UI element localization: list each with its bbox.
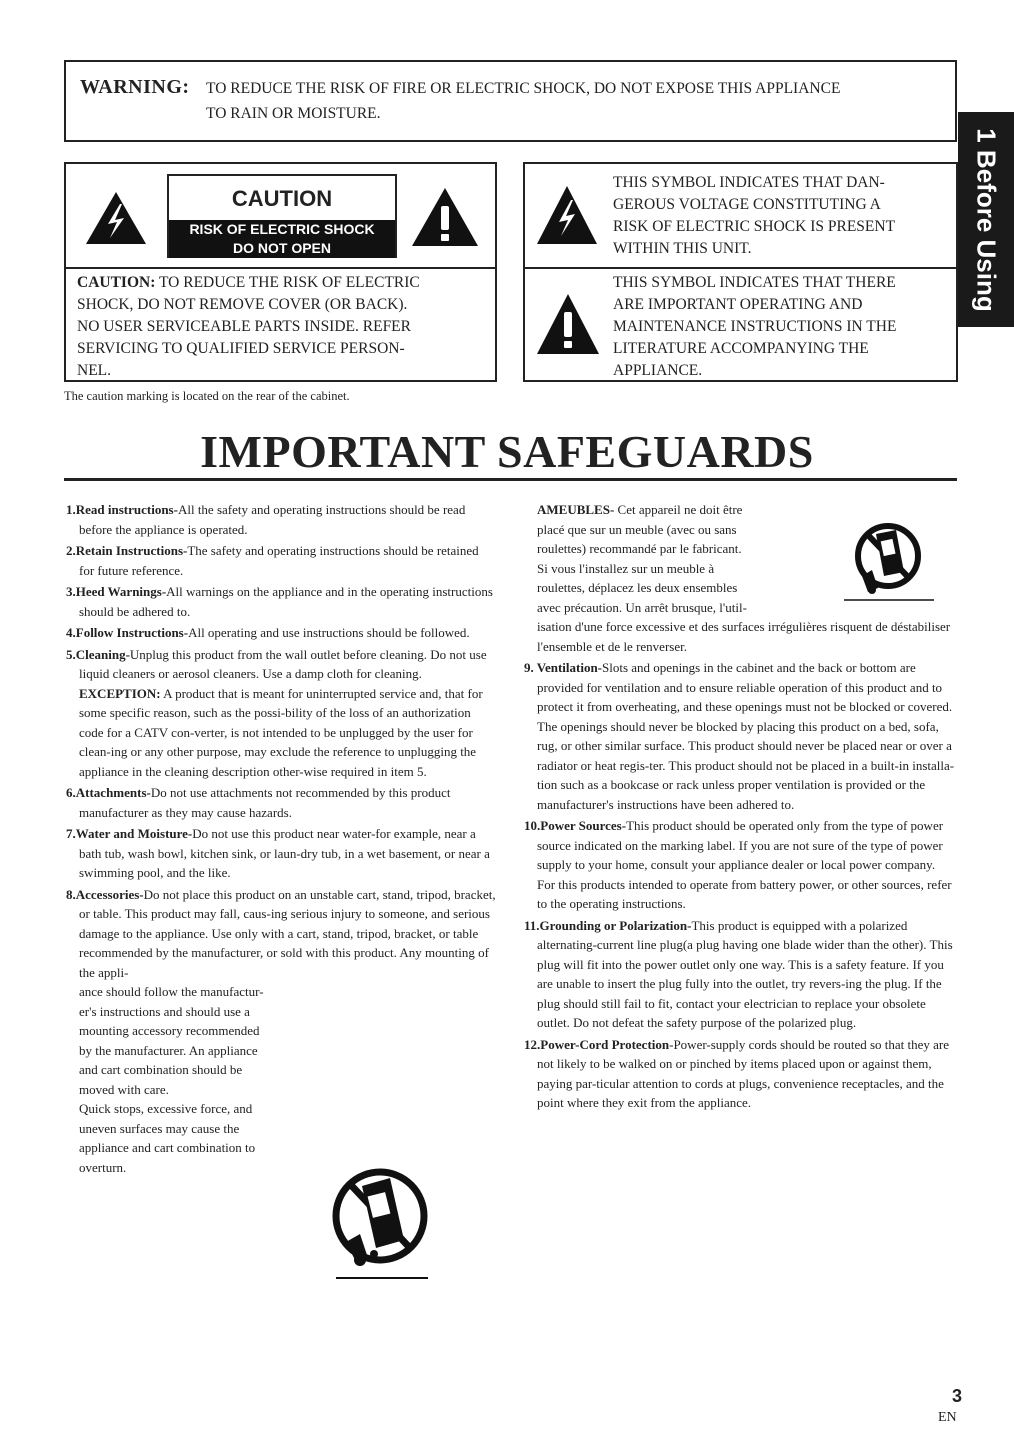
caution-text-line: SHOCK, DO NOT REMOVE COVER (OR BACK).	[77, 296, 408, 313]
item-text: Slots and openings in the cabinet and the back or bottom are provided for ventilation and to ensure reliable operation of this product and to protect it from overheating, and these openings must not be blocked or covered. The openings should never be blocked by placing this product on a bed, sofa, rug, or other similar surface. This product should never be placed near or over a radiator or heat regis-ter. This product should not be placed in a built-in installa-tion such as a bookcase or rack unless proper ventilation is provided or the manufacturer's instructions have been adhered to.	[537, 660, 955, 812]
item-label: 4.Follow Instructions-	[66, 625, 189, 640]
warning-text-line2: TO RAIN OR MOISTURE.	[206, 105, 381, 122]
list-item	[66, 885, 496, 983]
item-text-narrow	[66, 982, 496, 1177]
item-label: 11.Grounding or Polarization-	[524, 917, 692, 933]
caution-box	[64, 162, 497, 382]
exclamation-warning-icon	[410, 186, 480, 248]
text-line: Quick stops, excessive force, and	[79, 1101, 253, 1116]
item-label: 7.Water and Moisture-	[66, 826, 193, 841]
exception-text: A product that is meant for uninterrupted service and, that for some specific reason, such as the possi-bility of the loss of an authorization code for a CATV con-verter, is not intended to be unplugged by the user for clean-ing or any other purpose, may exclude the reference to unplugging the appliance in the cleaning description other-wise required in item 5.	[79, 685, 483, 779]
page-language: EN	[938, 1410, 957, 1425]
item-text: Unplug this product from the wall outlet before cleaning. Do not use liquid cleaners or aerosol cleaners. Use a damp cloth for cleaning.	[79, 646, 487, 681]
item-label: 5.Cleaning-	[66, 646, 130, 662]
list-item	[66, 623, 496, 643]
text-line: and cart combination should be	[79, 1062, 243, 1077]
list-item	[524, 1035, 956, 1113]
item-label: 8.Accessories-	[66, 886, 144, 902]
title-divider	[64, 478, 957, 481]
section-tab-label: 1 Before Using	[971, 127, 1002, 312]
risk-line1: RISK OF ELECTRIC SHOCK	[189, 221, 375, 237]
item-text: All the safety and operating instructions should be read before the appliance is operated.	[79, 502, 466, 537]
caution-divider	[66, 267, 495, 269]
text-line: Cet appareil ne doit être	[614, 502, 743, 517]
item-label: 9. Ventilation-	[524, 660, 603, 675]
caution-text-line: NEL.	[77, 362, 112, 379]
text-line: avec précaution. Un arrêt brusque, l'util-	[537, 599, 747, 615]
list-item	[66, 500, 496, 539]
text-line: Si vous l'installez sur un meuble à	[537, 560, 715, 576]
french-label: AMEUBLES-	[537, 502, 615, 517]
text-line: roulettes, déplacez les deux ensembles	[537, 580, 738, 595]
item-text: All warnings on the appliance and in the operating instructions should be adhered to.	[79, 584, 493, 619]
warning-label: WARNING:	[80, 76, 190, 98]
symbol-legend-box	[523, 162, 958, 382]
page-number: 3	[952, 1386, 963, 1406]
caution-label	[167, 174, 397, 258]
exclamation-symbol-text	[613, 272, 953, 382]
risk-banner	[169, 220, 395, 258]
list-item	[66, 783, 496, 822]
list-item	[66, 824, 496, 883]
text-line: uneven surfaces may cause the	[79, 1120, 240, 1136]
caution-text-line: TO REDUCE THE RISK OF ELECTRIC	[155, 274, 420, 291]
exception-label: EXCEPTION:	[79, 685, 161, 701]
item-label: 10.Power Sources-	[524, 818, 627, 833]
symbol-text-line: THIS SYMBOL INDICATES THAT THERE	[613, 274, 896, 291]
left-column	[66, 500, 496, 1177]
item-text: -Power-supply cords should be routed so that they are not likely to be walked on or pinched by items placed upon or against them, paying par-ticular attention to cords at plugs, convenience receptacles, and the point where they exit from the appliance.	[537, 1036, 950, 1110]
text-line: roulettes) recommandé par le fabricant.	[537, 541, 742, 556]
symbol-text-line: RISK OF ELECTRIC SHOCK IS PRESENT	[613, 218, 896, 235]
warning-text-line1: TO REDUCE THE RISK OF FIRE OR ELECTRIC SHOCK, DO NOT EXPOSE THIS APPLIANCE	[206, 80, 841, 97]
item-text: Do not use attachments not recommended by this product manufacturer as they may cause hazards.	[79, 785, 451, 820]
text-line: placé que sur un meuble (avec ou sans	[537, 521, 737, 537]
text-line: er's instructions and should use a	[79, 1003, 250, 1019]
caution-text-line: SERVICING TO QUALIFIED SERVICE PERSON-	[77, 340, 405, 357]
symbol-text-line: LITERATURE ACCOMPANYING THE	[613, 340, 869, 357]
item-text: Do not use this product near water-for example, near a bath tub, wash bowl, kitchen sink, or laun-dry tub, in a wet basement, or near a swimming pool, and the like.	[79, 826, 490, 880]
text-line: appliance and cart combination to	[79, 1140, 256, 1155]
list-item	[524, 916, 956, 1033]
caution-text-line: NO USER SERVICEABLE PARTS INSIDE. REFER	[77, 318, 411, 335]
symbol-text-line: THIS SYMBOL INDICATES THAT DAN-	[613, 174, 885, 191]
item-label: 6.Attachments-	[66, 785, 151, 800]
page-title: IMPORTANT SAFEGUARDS	[200, 426, 814, 477]
list-item	[66, 582, 496, 621]
cart-tipover-warning-icon	[332, 1150, 432, 1310]
section-tab	[958, 112, 1014, 327]
symbol-text-line: WITHIN THIS UNIT.	[613, 240, 752, 257]
item-label: 3.Heed Warnings-	[66, 584, 167, 599]
risk-line2: DO NOT OPEN	[232, 240, 331, 256]
symbol-divider	[525, 267, 956, 269]
warning-box	[64, 60, 957, 142]
lightning-warning-icon	[535, 184, 599, 246]
item-text: This product is equipped with a polarized alternating-current line plug(a plug having one blade wider than the other). This plug will fit into the power outlet only one way. This is a safety feature. If you are unable to insert the plug fully into the outlet, try revers-ing the plug. If the plug should still fail to fit, contact your electrician to replace your obsolete outlet. Do not defeat the safety purpose of the polarized plug.	[537, 917, 953, 1030]
lightning-warning-icon	[84, 190, 148, 246]
symbol-text-line: ARE IMPORTANT OPERATING AND	[613, 296, 863, 313]
item-text: Do not place this product on an unstable cart, stand, tripod, bracket, or table. This product may fall, caus-ing serious injury to someone, and serious damage to the appliance. Use only with a cart, stand, tripod, bracket, or table recommended by the manufacturer, or sold with this product. Any mounting of the appli-	[79, 886, 496, 980]
caution-text-label: CAUTION:	[77, 274, 156, 291]
lightning-symbol-text	[613, 172, 953, 260]
cart-tipover-warning-icon	[840, 516, 936, 606]
symbol-text-line: MAINTENANCE INSTRUCTIONS IN THE	[613, 318, 897, 335]
item-label: 1.Read instructions-	[66, 502, 178, 517]
item-text: This product should be operated only from the type of power source indicated on the marking label. If you are not sure of the type of power supply to your home, consult your appliance dealer or local power company. For this products intended to operate from battery power, or other sources, refer to the operating instructions.	[537, 818, 952, 911]
item-label: 2.Retain Instructions-	[66, 543, 188, 558]
symbol-text-line: GEROUS VOLTAGE CONSTITUTING A	[613, 196, 881, 213]
text-line: mounting accessory recommended	[79, 1023, 260, 1038]
caution-note: The caution marking is located on the rear of the cabinet.	[64, 389, 350, 403]
item-text: All operating and use instructions should be followed.	[188, 625, 470, 640]
exception-paragraph	[66, 684, 496, 782]
list-item	[66, 645, 496, 684]
item-label: 12.Power-Cord Protection	[524, 1036, 670, 1052]
exclamation-warning-icon	[535, 292, 601, 356]
text-line: isation d'une force excessive et des surfaces irrégulières risquent de déstabiliser l'ensemble et de le renverser.	[537, 619, 951, 654]
list-item	[66, 541, 496, 580]
text-line: overturn.	[79, 1159, 127, 1175]
list-item	[524, 816, 956, 914]
text-line: moved with care.	[79, 1081, 169, 1097]
list-item	[524, 658, 956, 814]
caution-title: CAUTION	[231, 186, 333, 211]
symbol-text-line: APPLIANCE.	[613, 362, 703, 379]
caution-text	[77, 272, 487, 382]
text-line: by the manufacturer. An appliance	[79, 1042, 258, 1058]
item-text: The safety and operating instructions should be retained for future reference.	[79, 543, 479, 578]
text-line: ance should follow the manufactur-	[79, 984, 264, 999]
